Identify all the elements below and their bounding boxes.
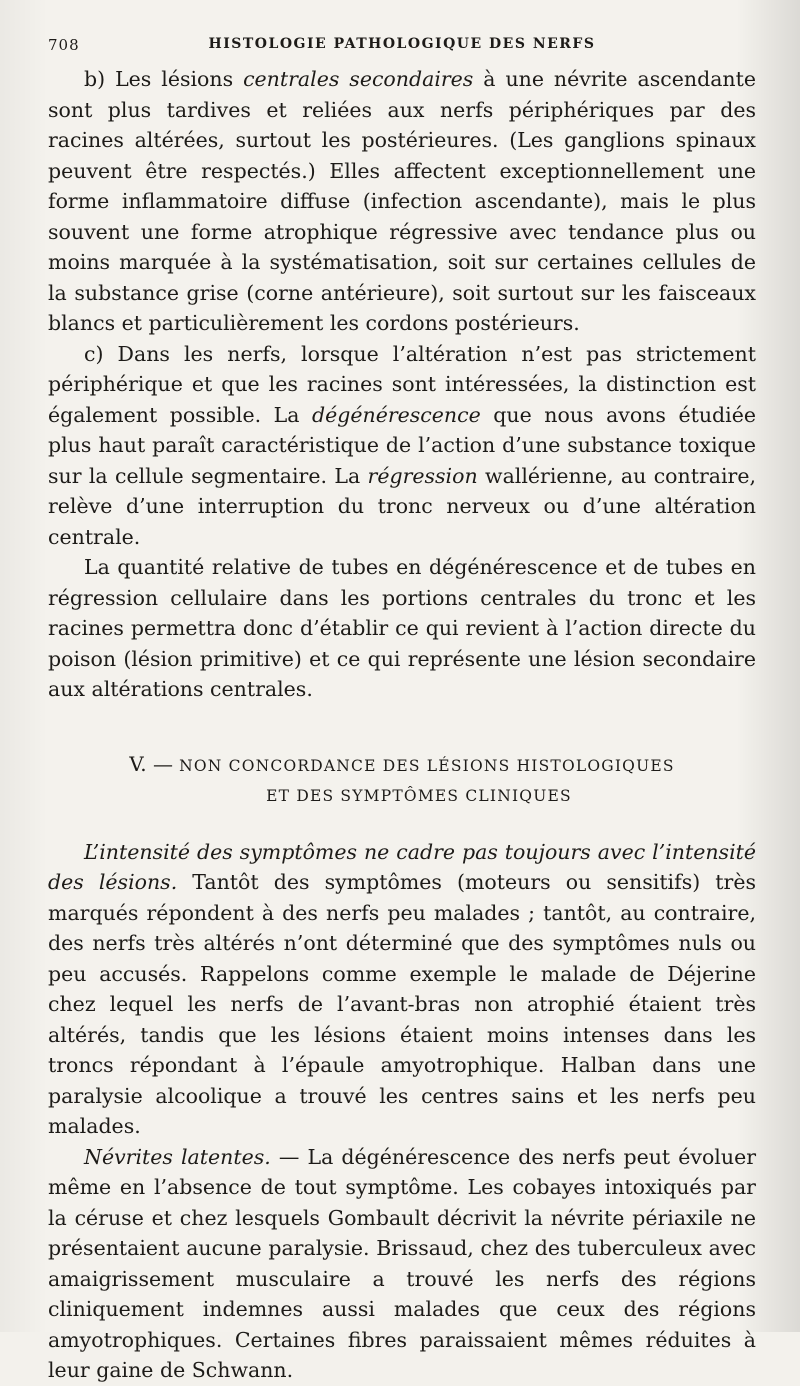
section-heading [48,749,756,811]
paragraph-c-emphasis-2: régression [367,463,478,488]
section-title-line-1: NON CONCORDANCE DES LÉSIONS HISTOLOGIQUES [179,756,675,775]
paragraph-c-rest: wallérienne, au contraire, relève d’une interruption du tronc nerveux ou d’une altération centrale. [48,463,756,549]
section-title-line-2: ET DES SYMPTÔMES CLINIQUES [266,786,572,805]
paragraph-latentes [48,1142,756,1386]
paragraph-intensite [48,837,756,1142]
page-header [48,34,756,58]
paragraph-c-lead: c) Dans les nerfs, lorsque l’altération n’est pas strictement périphérique et que les racines sont intéressées, la distinction est également possible. La [48,341,756,427]
paragraph-c-emphasis-1: dégénérescence [312,402,481,427]
paragraph-b-emphasis: centrales secondaires [243,67,474,91]
paragraph-b-rest: à une névrite ascendante sont plus tardives et reliées aux nerfs périphériques par des racines altérées, surtout les postérieures. (Les ganglions spinaux peuvent être respectés.) Elles affectent exceptionnellement une forme inflammatoire diffuse (infection ascendante), mais le plus souvent une forme atrophique régressive avec tendance plus ou moins marquée à la systématisation, soit sur certaines cellules de la substance grise (corne antérieure), soit surtout sur les faisceaux blancs et particulièrement les cordons postérieurs. [48,67,756,335]
paragraph-intensite-emphasis: L’intensité des symptômes ne cadre pas toujours avec l’intensité des lésions. [48,839,756,894]
paragraph-quantite: La quantité relative de tubes en dégénérescence et de tubes en régression cellulaire dans les portions centrales du tronc et les racines permettra donc d’établir ce qui revient à l’action directe du poison (lésion primitive) et ce qui représente une lésion secondaire aux altérations centrales. [48,555,756,701]
paragraph-latentes-emphasis: Névrites latentes. [84,1144,271,1169]
paragraph-c-middle: que nous avons étudiée plus haut paraît caractéristique de l’action d’une substance toxique sur la cellule segmentaire. La [48,402,756,488]
page-number: 708 [48,36,80,54]
paragraph-b [48,64,756,339]
paragraph-c [48,339,756,553]
paragraph-intensite-rest: Tantôt des symptômes (moteurs ou sensitifs) très marqués répondent à des nerfs peu malades ; tantôt, au contraire, des nerfs très altérés n’ont déterminé que des symptômes nuls ou peu accusés. Rappelons comme exemple le malade de Déjerine chez lequel les nerfs de l’avant-bras non atrophié étaient très altérés, tandis que les lésions étaient moins intenses dans les troncs répondant à l’épaule amyotrophique. Halban dans une paralysie alcoolique a trouvé les centres sains et les nerfs peu malades. [48,870,756,1138]
section-numeral: V. — [129,751,173,776]
paragraph-b-lead: b) Les lésions [84,67,244,91]
paragraph-latentes-rest: — La dégénérescence des nerfs peut évoluer même en l’absence de tout symptôme. Les cobayes intoxiqués par la céruse et chez lesquels Gombault décrivit la névrite périaxile ne présentaient aucune paralysie. Brissaud, chez des tuberculeux avec amaigrissement musculaire a trouvé les nerfs des régions cliniquement indemnes aussi malades que ceux des régions amyotrophiques. Certaines fibres paraissaient mêmes réduites à leur gaine de Schwann. [48,1144,756,1382]
running-title: HISTOLOGIE PATHOLOGIQUE DES NERFS [208,36,596,52]
